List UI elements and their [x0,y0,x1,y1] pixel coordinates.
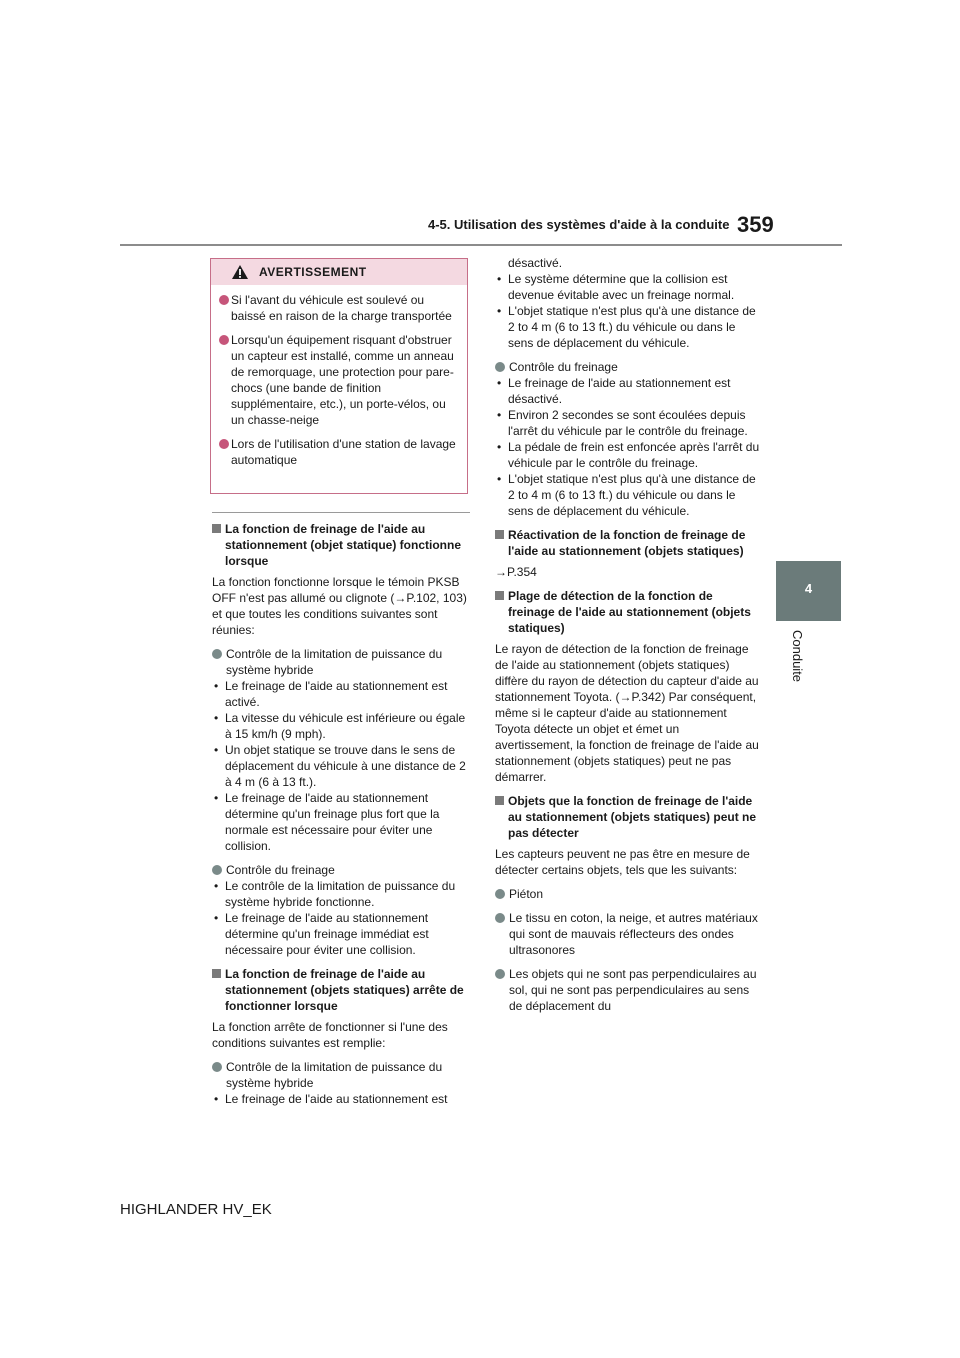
warning-item [219,332,457,428]
paragraph: La fonction fonctionne lorsque le témoin PKSB OFF n'est pas allumé ou clignote (→P.102, 103) et que toutes les conditions suivantes sont réunies: [212,575,467,637]
sub-item: • L'objet statique n'est plus qu'à une distance de 2 to 4 m (6 to 13 ft.) du véhicule ou dans le sens de déplacement du véhicule. [497,472,756,518]
bullet-icon [212,865,222,875]
chapter-number: 4 [804,581,813,596]
sub-item-continued: désactivé. [508,256,563,270]
square-bullet-icon [495,530,504,539]
bullet-group [495,910,760,958]
sub-item: • Le freinage de l'aide au stationnement est [214,1092,448,1106]
square-bullet-icon [212,969,221,978]
bullet-text: Contrôle de la limitation de puissance du système hybride [226,647,443,677]
bullet-text: Le tissu en coton, la neige, et autres matériaux qui sont de mauvais réflecteurs des ondes ultrasonores [509,911,758,957]
bullet-group [212,862,470,958]
sub-item: • Le freinage de l'aide au stationnement est activé. [214,679,448,709]
section-title: 4-5. Utilisation des systèmes d'aide à la conduite [428,217,730,232]
paragraph: La fonction arrête de fonctionner si l'une des conditions suivantes est remplie: [212,1020,448,1050]
footer-model: HIGHLANDER HV_EK [120,1201,272,1218]
warning-item-text: Lorsqu'un équipement risquant d'obstruer un capteur est installé, comme un anneau de remorquage, une protection pour pare-chocs (une bande de finition supplémentaire, etc.), un porte-vélos, ou un chasse-neige [231,333,454,427]
warning-item [219,436,457,468]
section-heading: Plage de détection de la fonction de freinage de l'aide au stationnement (objets statiques) [495,588,760,636]
right-column [495,255,760,1022]
section-heading: La fonction de freinage de l'aide au stationnement (objets statiques) arrête de fonctionner lorsque [212,966,470,1014]
bullet-text: Contrôle de la limitation de puissance du système hybride [226,1060,443,1090]
sub-item: • Environ 2 secondes se sont écoulées depuis l'arrêt du véhicule par le contrôle du freinage. [497,408,748,438]
left-column [212,512,470,1115]
bullet-group [495,966,760,1014]
bullet-icon [495,969,505,979]
sub-item: • La pédale de frein est enfoncée après l'arrêt du véhicule par le contrôle du freinage. [497,440,760,470]
section-heading: Réactivation de la fonction de freinage de l'aide au stationnement (objets statiques) [495,527,760,559]
sub-item: • Le contrôle de la limitation de puissance du système hybride fonctionne. [214,879,456,909]
warning-item-text: Lors de l'utilisation d'une station de lavage automatique [231,437,456,467]
page-number: 359 [737,212,774,237]
chapter-label: Conduite [790,630,805,683]
bullet-icon [495,889,505,899]
warning-item-text: Si l'avant du véhicule est soulevé ou baissé en raison de la charge transportée [231,293,452,323]
bullet-icon [495,362,505,372]
bullet-group [495,255,760,351]
bullet-icon [212,1062,222,1072]
bullet-icon [495,913,505,923]
sub-item: • Le freinage de l'aide au stationnement détermine qu'un freinage plus fort que la normale est nécessaire pour éviter une collision. [214,791,440,853]
bullet-icon [219,295,229,305]
warning-item [219,292,457,324]
section-rule [212,512,470,513]
sub-item: • Un objet statique se trouve dans le sens de déplacement du véhicule à une distance de 2 à 4 m (6 à 13 ft.). [214,743,466,789]
warning-icon [231,264,249,280]
bullet-text: Contrôle du freinage [226,863,335,877]
paragraph: Le rayon de détection de la fonction de freinage de l'aide au stationnement (objets statiques) diffère du rayon de détection du capteur d'aide au stationnement Toyota. (→P.342) Par conséquent, même si le capteur d'aide au stationnement Toyota détecte un objet et émet un avertissement, la fonction de freinage de l'aide au stationnement (objets statiques) peut ne pas démarrer. [495,642,759,784]
chapter-tab[interactable] [776,561,841,621]
bullet-text: Les objets qui ne sont pas perpendiculaires au sol, qui ne sont pas perpendiculaires au sens de déplacement du [509,967,757,1013]
section-heading: La fonction de freinage de l'aide au stationnement (objet statique) fonctionne lorsque [212,521,470,569]
warning-box [210,258,468,494]
bullet-text: Piéton [509,887,544,901]
sub-item: • Le freinage de l'aide au stationnement est désactivé. [497,376,731,406]
paragraph: Les capteurs peuvent ne pas être en mesure de détecter certains objets, tels que les suivants: [495,847,750,877]
sub-item: • La vitesse du véhicule est inférieure ou égale à 15 km/h (9 mph). [214,711,466,741]
square-bullet-icon [212,524,221,533]
bullet-group [495,886,760,902]
square-bullet-icon [495,591,504,600]
bullet-group [212,1059,470,1107]
bullet-icon [212,649,222,659]
page-reference-link[interactable]: →P.354 [495,565,537,579]
bullet-icon [219,439,229,449]
square-bullet-icon [495,796,504,805]
header-rule [120,244,842,246]
bullet-group [495,359,760,519]
section-heading: Objets que la fonction de freinage de l'aide au stationnement (objets statiques) peut ne pas détecter [495,793,760,841]
bullet-text: Contrôle du freinage [509,360,618,374]
bullet-group [212,646,470,854]
bullet-icon [219,335,229,345]
sub-item: • L'objet statique n'est plus qu'à une distance de 2 to 4 m (6 to 13 ft.) du véhicule ou dans le sens de déplacement du véhicule. [497,304,756,350]
sub-item: • Le freinage de l'aide au stationnement détermine qu'un freinage immédiat est nécessaire pour éviter une collision. [214,911,429,957]
warning-title: AVERTISSEMENT [259,265,367,279]
sub-item: • Le système détermine que la collision est devenue évitable avec un freinage normal. [497,272,735,302]
warning-header [211,259,467,285]
